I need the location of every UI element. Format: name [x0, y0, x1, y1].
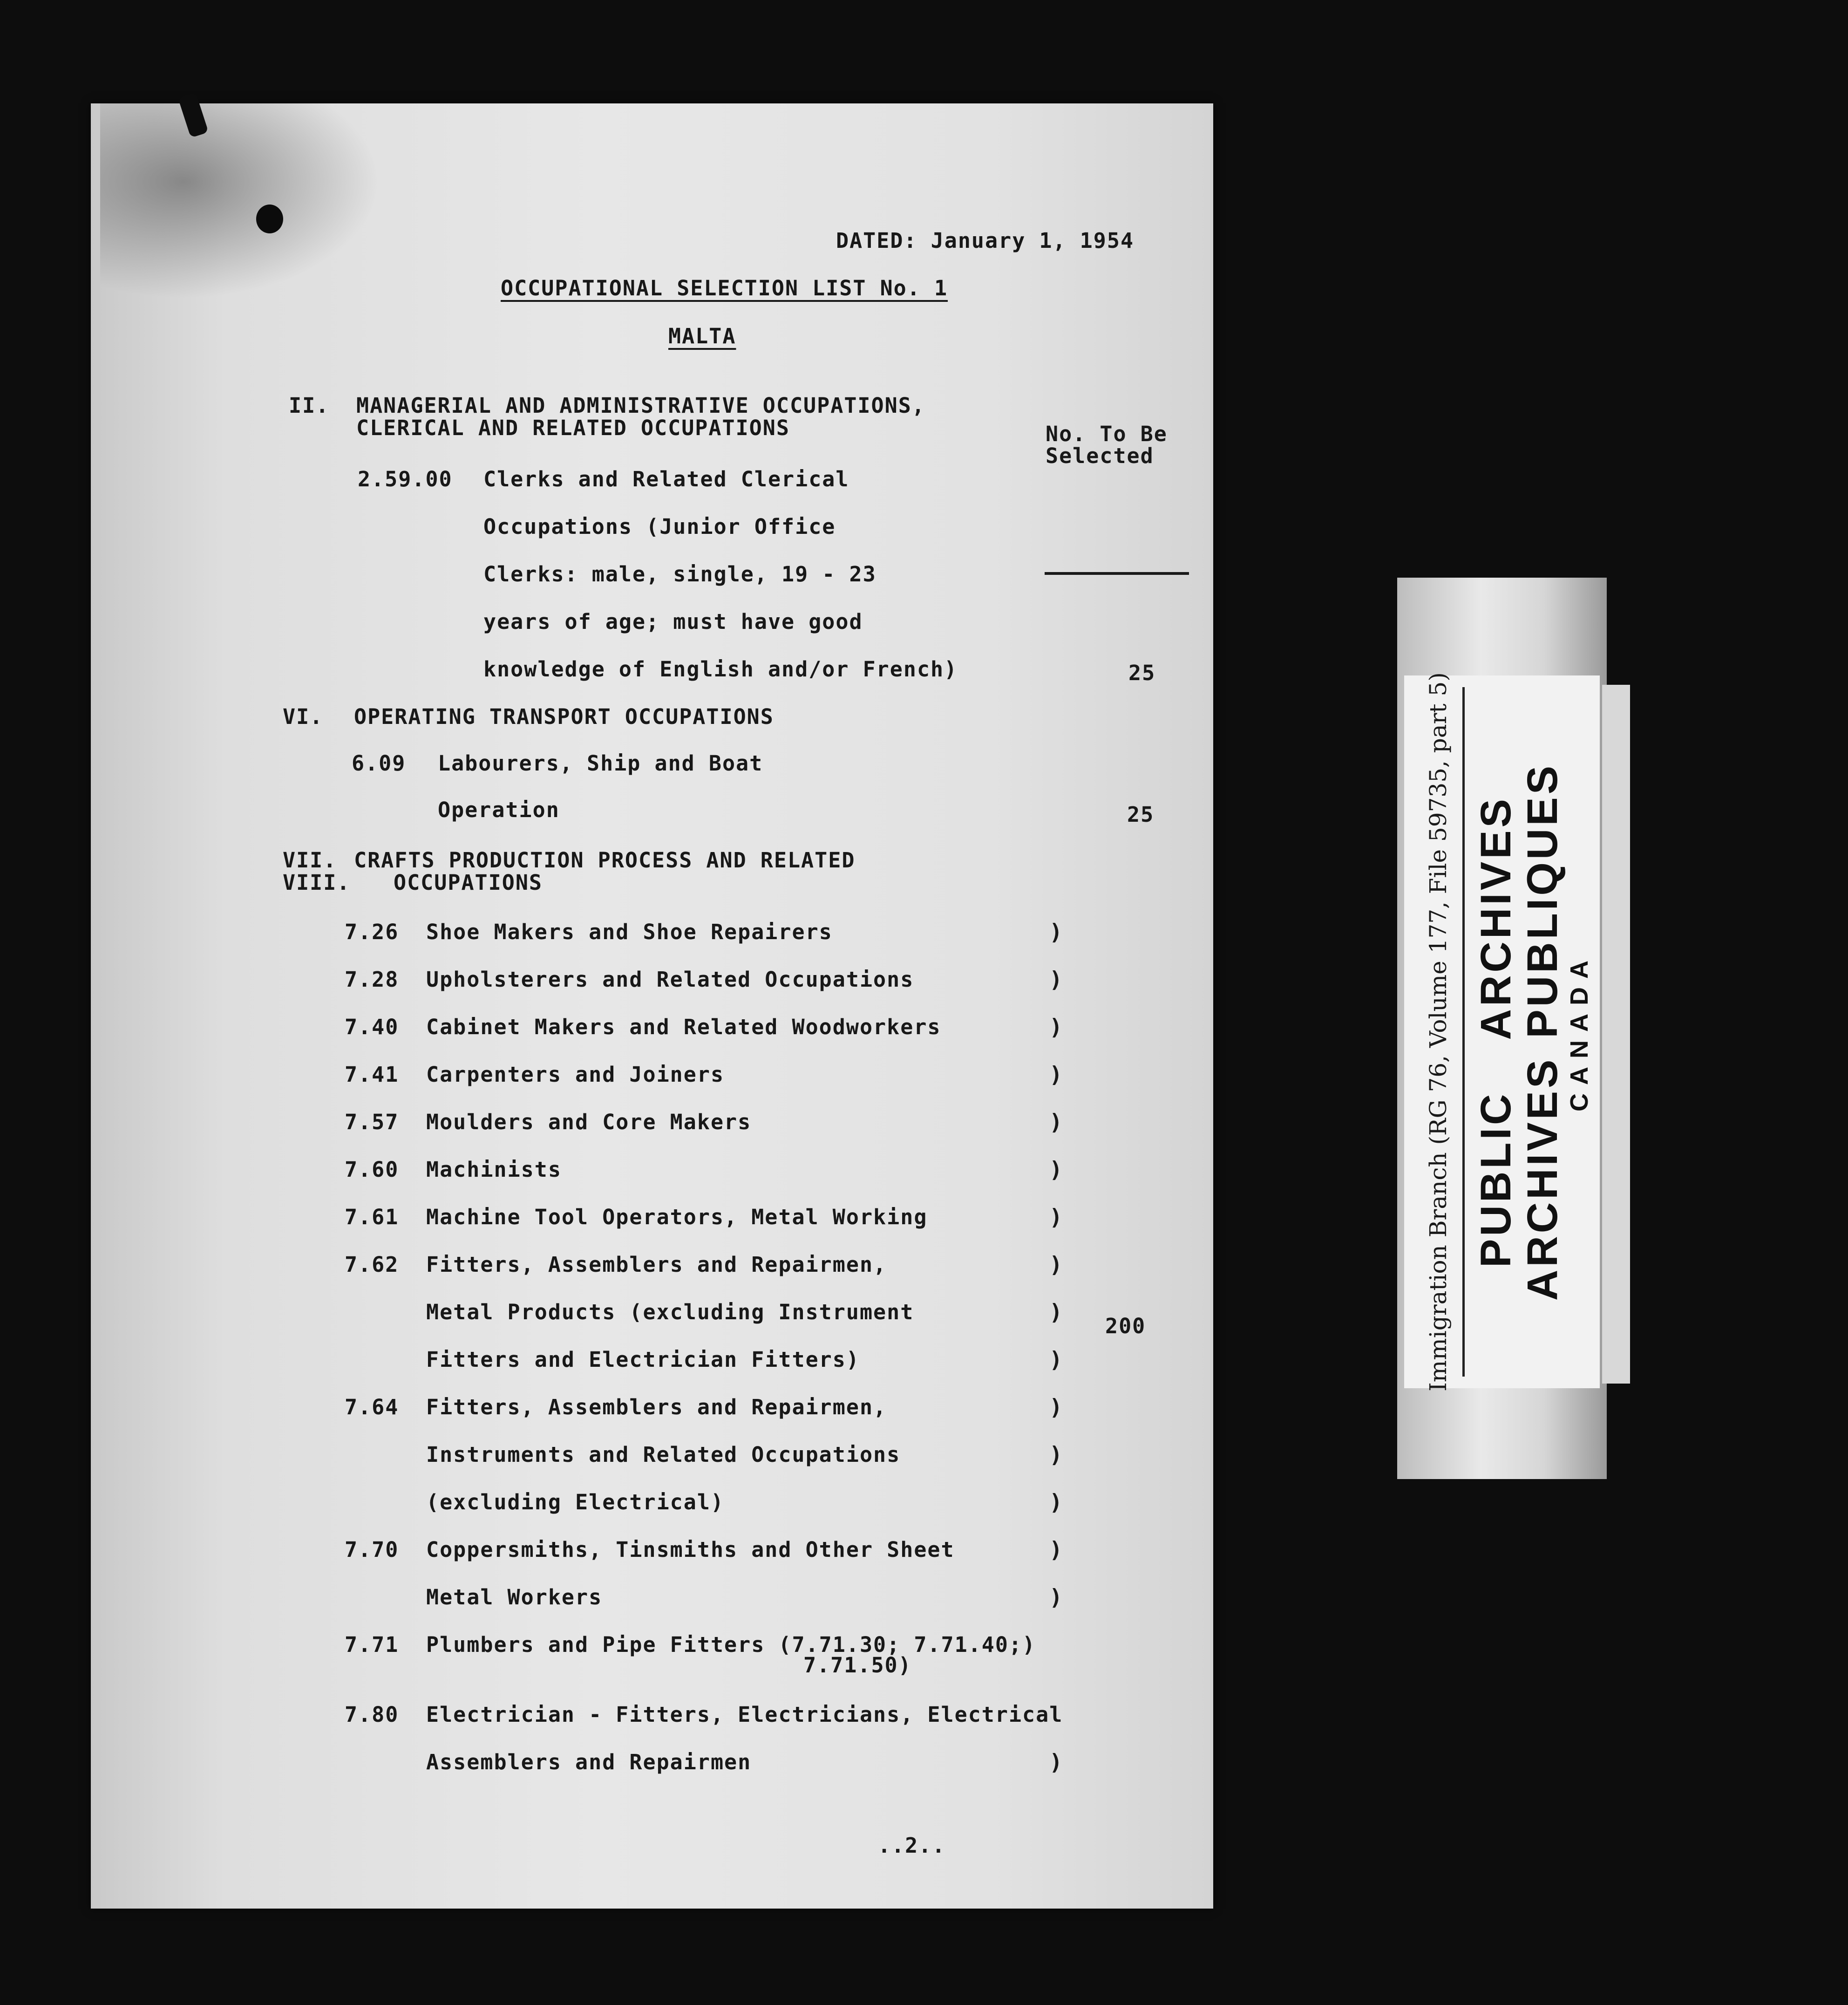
bracket-mark: )	[1049, 1750, 1064, 1775]
section-heading-vii-line2: OCCUPATIONS	[394, 870, 543, 895]
occupation-line: 7.71.50)	[803, 1653, 912, 1678]
bracket-mark: )	[1049, 1205, 1064, 1230]
section-numeral-vii: VII.	[283, 848, 337, 873]
bracket-mark: )	[1049, 1300, 1064, 1325]
bracket-mark: )	[1049, 1062, 1064, 1088]
country-heading: MALTA	[668, 324, 736, 348]
archive-word: ARCHIVES	[1472, 796, 1520, 1040]
bracket-mark: )	[1049, 1252, 1064, 1278]
section-heading-vi: OPERATING TRANSPORT OCCUPATIONS	[354, 704, 774, 729]
occupation-line: Coppersmiths, Tinsmiths and Other Sheet	[426, 1537, 955, 1562]
occupation-code: 7.26	[345, 920, 399, 944]
bracket-mark: )	[1049, 1490, 1064, 1515]
occupation-line: Assemblers and Repairmen	[426, 1750, 752, 1774]
ink-smudge	[100, 103, 380, 299]
occupation-code: 6.09	[352, 751, 406, 776]
occupation-line: Cabinet Makers and Related Woodworkers	[426, 1015, 941, 1039]
occupation-line: Fitters, Assemblers and Repairmen,	[426, 1252, 887, 1277]
column-header-line1: No. To Be	[1046, 422, 1168, 446]
bracket-mark: )	[1049, 1157, 1064, 1183]
occupation-code: 7.60	[345, 1157, 399, 1182]
column-header-underline	[1045, 572, 1189, 575]
occupation-line: Plumbers and Pipe Fitters (7.71.30; 7.71.40;)	[426, 1632, 1036, 1657]
section-numeral-ii: II.	[289, 393, 330, 418]
occupation-line: (excluding Electrical)	[426, 1490, 725, 1514]
occupation-line: Carpenters and Joiners	[426, 1062, 725, 1087]
archive-word: ARCHIVES	[1519, 1057, 1566, 1301]
occupation-line: Metal Workers	[426, 1585, 603, 1609]
occupation-line: years of age; must have good	[483, 609, 863, 634]
occupation-code: 7.61	[345, 1205, 399, 1229]
occupation-code: 7.71	[345, 1632, 399, 1657]
occupation-line: Moulders and Core Makers	[426, 1110, 752, 1134]
occupation-code: 2.59.00	[358, 467, 453, 491]
archive-label	[1404, 672, 1600, 1391]
occupation-line: Machinists	[426, 1157, 562, 1182]
occupation-code: 7.40	[345, 1015, 399, 1039]
archive-title-french	[1518, 687, 1567, 1377]
section-heading-ii-line2: CLERICAL AND RELATED OCCUPATIONS	[356, 416, 790, 440]
selection-count: 25	[1127, 802, 1155, 827]
punch-hole	[256, 205, 283, 233]
occupation-line: Fitters, Assemblers and Repairmen,	[426, 1395, 887, 1419]
bracket-mark: )	[1049, 1537, 1064, 1563]
occupation-line: Machine Tool Operators, Metal Working	[426, 1205, 928, 1229]
occupation-line: Clerks: male, single, 19 - 23	[483, 562, 876, 586]
occupation-code: 7.62	[345, 1252, 399, 1277]
occupation-line: Electrician - Fitters, Electricians, Electrical	[426, 1702, 1063, 1727]
occupation-line: Upholsterers and Related Occupations	[426, 967, 914, 992]
bracket-mark: )	[1049, 1395, 1064, 1420]
bracket-mark: )	[1049, 1442, 1064, 1468]
occupation-code: 7.70	[345, 1537, 399, 1562]
occupation-line: Clerks and Related Clerical	[483, 467, 849, 491]
occupation-code: 7.80	[345, 1702, 399, 1727]
section-heading-ii-line1: MANAGERIAL AND ADMINISTRATIVE OCCUPATIONS,	[356, 393, 925, 418]
selection-count: 200	[1105, 1314, 1146, 1338]
page-marker: ..2..	[878, 1833, 946, 1858]
occupation-line: knowledge of English and/or French)	[483, 657, 958, 682]
occupation-line: Metal Products (excluding Instrument	[426, 1300, 914, 1324]
occupation-line: Fitters and Electrician Fitters)	[426, 1347, 860, 1372]
section-heading-vii-line1: CRAFTS PRODUCTION PROCESS AND RELATED	[354, 848, 856, 873]
occupation-code: 7.57	[345, 1110, 399, 1134]
archive-reference: Immigration Branch (RG 76, Volume 177, File 59735, part 5)	[1413, 687, 1465, 1377]
archive-word: PUBLIQUES	[1519, 763, 1566, 1038]
bracket-mark: )	[1049, 1110, 1064, 1135]
occupation-line: Labourers, Ship and Boat	[438, 751, 763, 776]
bracket-mark: )	[1049, 920, 1064, 945]
occupation-code: 7.41	[345, 1062, 399, 1087]
bracket-mark: )	[1049, 1015, 1064, 1040]
date-line: DATED: January 1, 1954	[836, 228, 1135, 253]
bracket-mark: )	[1049, 1347, 1064, 1373]
selection-count: 25	[1128, 661, 1156, 685]
occupation-line: Shoe Makers and Shoe Repairers	[426, 920, 833, 944]
archive-title-english	[1472, 687, 1521, 1377]
column-header-line2: Selected	[1046, 443, 1154, 468]
occupation-code: 7.28	[345, 967, 399, 992]
occupation-line: Operation	[438, 798, 560, 822]
occupation-line: Instruments and Related Occupations	[426, 1442, 901, 1467]
archive-country: CANADA	[1565, 952, 1593, 1112]
occupation-line: Occupations (Junior Office	[483, 514, 836, 539]
archive-word: PUBLIC	[1472, 1091, 1520, 1268]
bracket-mark: )	[1049, 967, 1064, 993]
bracket-mark: )	[1049, 1585, 1064, 1610]
occupation-code: 7.64	[345, 1395, 399, 1419]
section-numeral-viii: VIII.	[283, 870, 351, 895]
document-sheet	[91, 103, 1213, 1909]
archive-label-tab	[1602, 685, 1630, 1384]
document-title: OCCUPATIONAL SELECTION LIST No. 1	[501, 276, 948, 300]
section-numeral-vi: VI.	[283, 704, 324, 729]
